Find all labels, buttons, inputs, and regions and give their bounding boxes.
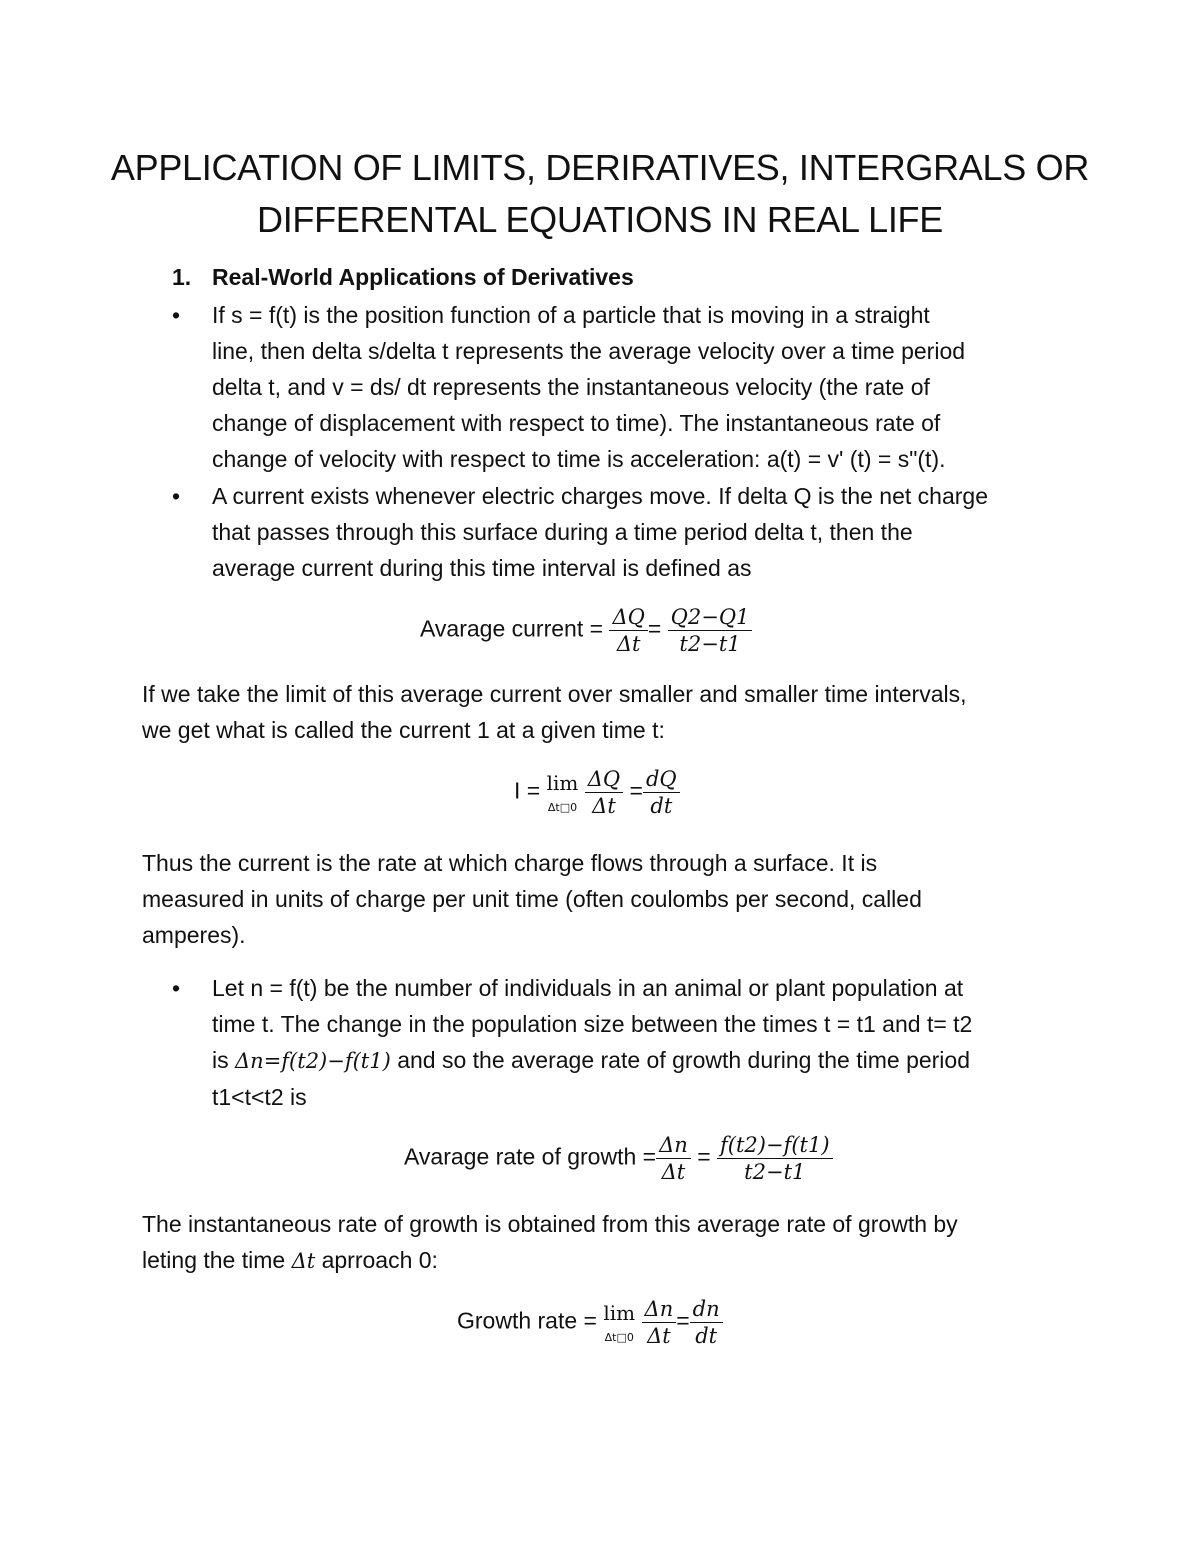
denominator: Δt bbox=[592, 794, 616, 818]
fraction bbox=[642, 1296, 677, 1349]
numerator: Δn bbox=[642, 1296, 677, 1323]
numerator: dn bbox=[690, 1296, 723, 1323]
limit-operator bbox=[547, 771, 579, 815]
equation-average-growth bbox=[404, 1132, 833, 1185]
text-line: delta t, and v = ds/ dt represents the instantaneous velocity (the rate of bbox=[212, 374, 930, 400]
fraction bbox=[668, 604, 753, 657]
text-line: A current exists whenever electric charges move. If delta Q is the net charge bbox=[212, 483, 988, 509]
bullet-paragraph-current bbox=[212, 478, 1092, 586]
denominator: Δt bbox=[661, 1160, 686, 1184]
denominator: t2−t1 bbox=[744, 1160, 806, 1184]
fraction bbox=[690, 1296, 723, 1349]
denominator: dt bbox=[695, 1324, 718, 1348]
text-span: aprroach 0: bbox=[315, 1247, 438, 1273]
equation-average-current bbox=[420, 604, 752, 657]
text-line: t1<t<t2 is bbox=[212, 1084, 307, 1110]
bullet-marker: • bbox=[172, 975, 181, 1001]
paragraph-instantaneous-growth bbox=[142, 1206, 1082, 1279]
lim-subscript: Δt□0 bbox=[547, 800, 578, 814]
text-line: measured in units of charge per unit time (often coulombs per second, called bbox=[142, 886, 922, 912]
lim-text: lim bbox=[603, 1300, 636, 1325]
numerator: Q2−Q1 bbox=[668, 604, 753, 631]
equation-current-limit bbox=[514, 766, 680, 819]
lim-text: lim bbox=[546, 770, 579, 795]
section-number: 1. bbox=[172, 264, 192, 290]
denominator: Δt bbox=[616, 632, 641, 656]
numerator: ΔQ bbox=[585, 766, 623, 793]
fraction bbox=[643, 766, 680, 819]
text-line: that passes through this surface during a time period delta t, then the bbox=[212, 519, 913, 545]
text-line: change of displacement with respect to time). The instantaneous rate of bbox=[212, 410, 941, 436]
numerator: Δn bbox=[656, 1132, 691, 1159]
equation-label: Growth rate = bbox=[457, 1307, 604, 1334]
bullet-paragraph-population bbox=[212, 970, 1092, 1115]
equals-sign: = bbox=[697, 1143, 711, 1170]
limit-operator bbox=[603, 1301, 635, 1345]
denominator: t2−t1 bbox=[679, 632, 741, 656]
equals-sign: = bbox=[629, 777, 643, 804]
denominator: dt bbox=[650, 794, 673, 818]
text-line: line, then delta s/delta t represents the average velocity over a time period bbox=[212, 338, 966, 364]
numerator: dQ bbox=[643, 766, 680, 793]
numerator: ΔQ bbox=[609, 604, 647, 631]
text-span: leting the time bbox=[142, 1247, 292, 1273]
bullet-paragraph-velocity bbox=[212, 297, 1092, 477]
fraction bbox=[717, 1132, 833, 1185]
text-line: time t. The change in the population size between the times t = t1 and t= t2 bbox=[212, 1011, 973, 1037]
equation-label: I = bbox=[514, 777, 547, 804]
equals-sign: = bbox=[676, 1307, 690, 1334]
text-span: is bbox=[212, 1047, 235, 1073]
fraction bbox=[656, 1132, 691, 1185]
text-line: amperes). bbox=[142, 922, 246, 948]
denominator: Δt bbox=[647, 1324, 671, 1348]
bullet-marker: • bbox=[172, 483, 181, 509]
numerator: f(t2)−f(t1) bbox=[717, 1132, 833, 1159]
equation-growth-rate bbox=[457, 1296, 723, 1349]
bullet-marker: • bbox=[172, 302, 181, 328]
document-title-line-1: APPLICATION OF LIMITS, DERIRATIVES, INTERGRALS OR bbox=[110, 147, 1090, 188]
text-span: and so the average rate of growth during the time period bbox=[390, 1047, 971, 1073]
inline-equation: Δt bbox=[291, 1249, 316, 1273]
lim-subscript: Δt□0 bbox=[604, 1330, 634, 1344]
equals-sign: = bbox=[647, 615, 662, 642]
document-title-line-2: DIFFERENTAL EQUATIONS IN REAL LIFE bbox=[257, 199, 943, 240]
paragraph-limit-current bbox=[142, 676, 1082, 748]
text-line: If we take the limit of this average current over smaller and smaller time intervals, bbox=[142, 681, 967, 707]
paragraph-current-definition bbox=[142, 845, 1082, 953]
inline-equation: Δn=f(t2)−f(t1) bbox=[235, 1049, 391, 1073]
text-line: Let n = f(t) be the number of individuals in an animal or plant population at bbox=[212, 975, 964, 1001]
text-line bbox=[212, 1042, 1092, 1079]
text-line: Thus the current is the rate at which charge flows through a surface. It is bbox=[142, 850, 878, 876]
text-line: we get what is called the current 1 at a given time t: bbox=[142, 717, 665, 743]
text-line: The instantaneous rate of growth is obtained from this average rate of growth by bbox=[142, 1211, 958, 1237]
section-heading-text: Real-World Applications of Derivatives bbox=[212, 264, 634, 290]
equation-label: Avarage current = bbox=[420, 615, 610, 642]
text-line bbox=[142, 1242, 1082, 1279]
text-line: change of velocity with respect to time is acceleration: a(t) = v' (t) = s"(t). bbox=[212, 446, 946, 472]
fraction bbox=[585, 766, 623, 819]
equation-label: Avarage rate of growth = bbox=[404, 1143, 657, 1170]
section-heading bbox=[172, 262, 634, 292]
text-line: average current during this time interval is defined as bbox=[212, 555, 752, 581]
text-line: If s = f(t) is the position function of a particle that is moving in a straight bbox=[212, 302, 930, 328]
fraction bbox=[609, 604, 647, 657]
